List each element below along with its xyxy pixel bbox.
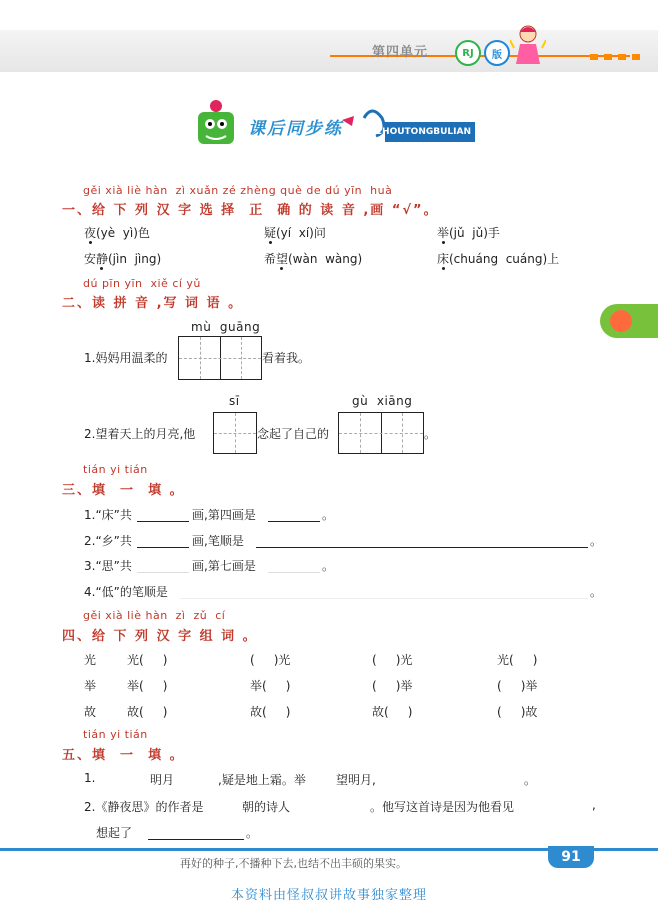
s5-q2-label: 2.《静夜思》的作者是 xyxy=(84,800,204,814)
s5-q1-text: 望明月, xyxy=(336,773,376,787)
emphasis-dot xyxy=(442,241,445,244)
s4-cell[interactable]: ( )举 xyxy=(497,679,538,693)
footer-motto: 再好的种子,不播种下去,也结不出丰硕的果实。 xyxy=(180,857,407,870)
s5-q2-text: 。他写这首诗是因为他看见 xyxy=(370,800,515,814)
banner-pinyin: KEHOUTONGBULIAN xyxy=(385,122,475,142)
s3-pinyin: tián yi tián xyxy=(83,463,148,476)
page-number: 91 xyxy=(548,846,594,868)
header-band xyxy=(0,30,658,72)
s4-cell[interactable]: 光( ) xyxy=(497,653,538,667)
s4-cell[interactable]: 光( ) xyxy=(127,653,168,667)
s1-item: 夜(yè yì)色 xyxy=(84,226,150,240)
s5-pinyin: tián yi tián xyxy=(83,728,148,741)
s3-q1-blank-a[interactable] xyxy=(137,507,189,522)
unit-title: 第四单元 xyxy=(372,45,429,60)
s3-q3-blank-a[interactable] xyxy=(137,558,189,573)
s5-q2-text: 想起了 xyxy=(96,826,133,840)
s1-item: 希望(wàn wàng) xyxy=(264,252,363,266)
s4-cell[interactable]: ( )光 xyxy=(372,653,413,667)
header-checker-decoration xyxy=(590,45,646,64)
q2-writing-grid-2[interactable] xyxy=(338,412,424,454)
s3-q1-blank-b[interactable] xyxy=(268,507,320,522)
s3-q2-blank-b[interactable] xyxy=(256,533,588,548)
s1-pinyin: gěi xià liè hàn zì xuǎn zé zhèng què de dú yīn huà xyxy=(83,184,393,197)
q1-writing-grid[interactable] xyxy=(178,336,262,380)
s1-item: 疑(yí xí)问 xyxy=(264,226,326,240)
s4-pinyin: gěi xià liè hàn zì zǔ cí xyxy=(83,609,226,622)
s5-heading: 五、填 一 填 。 xyxy=(62,748,185,763)
s1-item: 床(chuáng cuáng)上 xyxy=(437,252,560,266)
q2-writing-grid-1[interactable] xyxy=(213,412,257,454)
s3-q3-blank-b[interactable] xyxy=(268,558,320,573)
emphasis-dot xyxy=(280,267,283,270)
s4-cell[interactable]: ( )故 xyxy=(497,705,538,719)
s5-q1-text: 明月 xyxy=(150,773,175,787)
s2-heading: 二、读 拼 音 ,写 词 语 。 xyxy=(62,296,244,311)
s4-cell[interactable]: ( )光 xyxy=(250,653,291,667)
q1-pinyin: mù guāng xyxy=(191,320,261,334)
s3-q2-blank-a[interactable] xyxy=(137,533,189,548)
s1-heading: 一、给 下 列 汉 字 选 择 正 确 的 读 音 ,画 “√”。 xyxy=(62,203,439,218)
q2-prefix: 2.望着天上的月亮,他 xyxy=(84,427,196,441)
s2-pinyin: dú pīn yīn xiě cí yǔ xyxy=(83,277,201,290)
s4-char: 故 xyxy=(84,705,97,719)
s5-q2-comma: , xyxy=(592,798,596,812)
s3-q2-label: 2.“乡”共 xyxy=(84,534,132,548)
s4-cell[interactable]: 故( ) xyxy=(372,705,413,719)
q2-middle: 念起了自己的 xyxy=(257,427,330,441)
s4-cell[interactable]: ( )举 xyxy=(372,679,413,693)
s4-cell[interactable]: 故( ) xyxy=(127,705,168,719)
s3-q1-end: 。 xyxy=(322,508,335,522)
s4-char: 光 xyxy=(84,653,97,667)
q2-pinyin-1: sī xyxy=(229,394,240,408)
fairy-mascot-icon xyxy=(510,22,546,70)
s5-q1-end: 。 xyxy=(524,773,537,787)
emphasis-dot xyxy=(269,241,272,244)
s3-q2-mid: 画,笔顺是 xyxy=(192,534,244,548)
s3-q3-end: 。 xyxy=(322,559,335,573)
s5-q2-end: 。 xyxy=(246,826,259,840)
s3-q4-blank[interactable] xyxy=(180,584,588,599)
q1-prefix: 1.妈妈用温柔的 xyxy=(84,351,168,365)
side-mascot-icon xyxy=(610,310,632,332)
s3-q4-label: 4.“低”的笔顺是 xyxy=(84,585,168,599)
s5-q1-label: 1. xyxy=(84,771,96,785)
emphasis-dot xyxy=(100,267,103,270)
s3-q4-end: 。 xyxy=(590,585,603,599)
emphasis-dot xyxy=(89,241,92,244)
edition-badge-rj: RJ xyxy=(455,40,481,66)
s1-item: 举(jǔ jǔ)手 xyxy=(437,226,500,240)
s3-q1-label: 1.“床”共 xyxy=(84,508,132,522)
credit-text: 本资料由怪叔叔讲故事独家整理 xyxy=(230,888,427,903)
s3-q3-label: 3.“思”共 xyxy=(84,559,132,573)
q2-pinyin-2: gù xiāng xyxy=(352,394,413,408)
emphasis-dot xyxy=(442,267,445,270)
s3-q2-end: 。 xyxy=(590,534,603,548)
s3-q3-mid: 画,第七画是 xyxy=(192,559,256,573)
s1-item: 安静(jìn jìng) xyxy=(84,252,162,266)
s3-q1-mid: 画,第四画是 xyxy=(192,508,256,522)
s5-q1-text: ,疑是地上霜。举 xyxy=(218,773,306,787)
s4-cell[interactable]: 举( ) xyxy=(250,679,291,693)
s3-heading: 三、填 一 填 。 xyxy=(62,483,185,498)
q1-suffix: 看着我。 xyxy=(262,351,311,365)
s5-q2-blank[interactable] xyxy=(148,825,244,840)
s4-cell[interactable]: 举( ) xyxy=(127,679,168,693)
s4-heading: 四、给 下 列 汉 字 组 词 。 xyxy=(62,629,258,644)
banner-title: 课后同步练 xyxy=(248,119,343,139)
q2-suffix: 。 xyxy=(424,427,437,441)
s4-char: 举 xyxy=(84,679,97,693)
s4-cell[interactable]: 故( ) xyxy=(250,705,291,719)
edition-badge-ban: 版 xyxy=(484,40,510,66)
s5-q2-text: 朝的诗人 xyxy=(242,800,291,814)
